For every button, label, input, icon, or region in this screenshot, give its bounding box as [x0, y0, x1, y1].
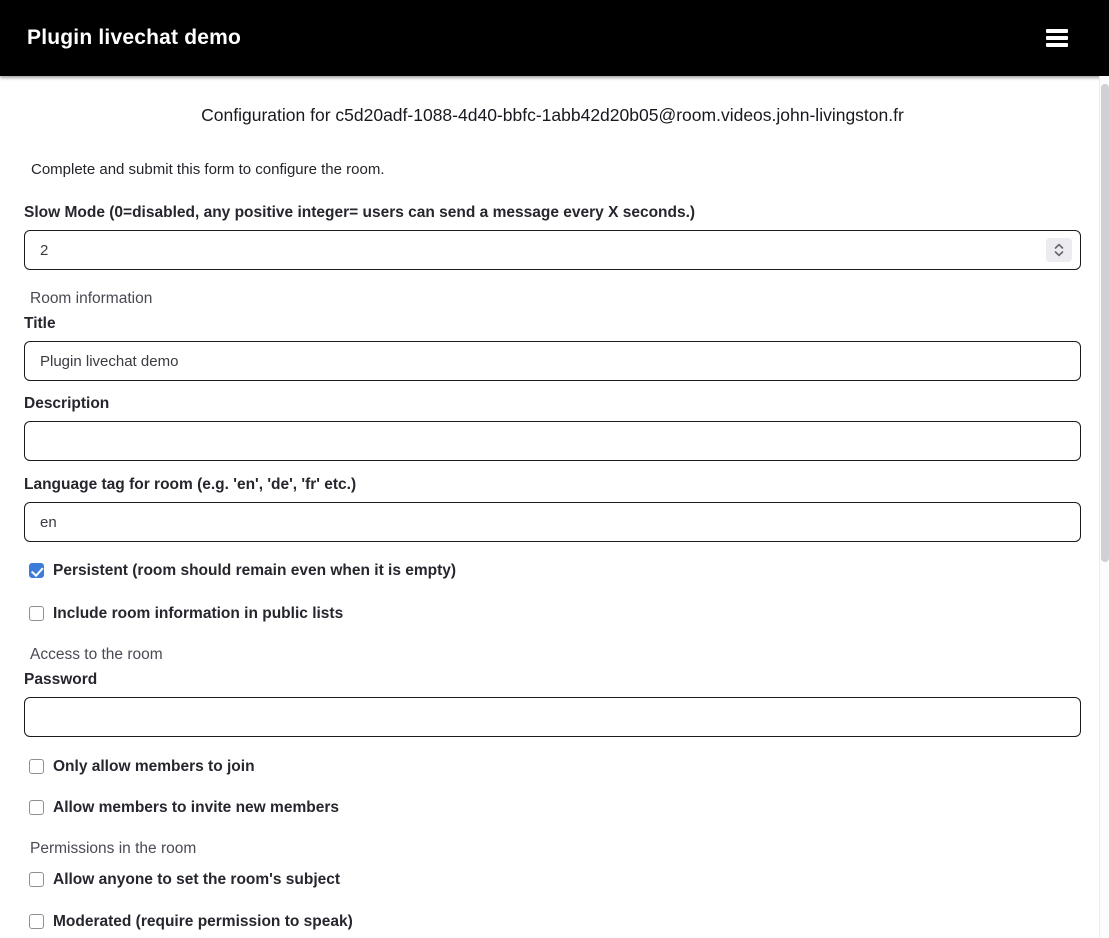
subject-checkbox[interactable]: [29, 872, 44, 887]
hamburger-icon: [1046, 36, 1068, 40]
section-legend-permissions: Permissions in the room: [30, 840, 197, 857]
slow-mode-field: [24, 230, 1081, 270]
invite-checkbox-label: Allow members to invite new members: [53, 799, 339, 816]
section-legend-access: Access to the room: [30, 646, 163, 663]
title-label: Title: [24, 315, 56, 332]
app-header: [0, 0, 1109, 76]
invite-checkbox-row: [24, 799, 1081, 816]
invite-checkbox[interactable]: [29, 800, 44, 815]
persistent-checkbox-row: [24, 562, 1081, 579]
chevron-up-down-icon: [1053, 242, 1065, 258]
description-label: Description: [24, 395, 110, 412]
room-config-page: [0, 104, 1109, 930]
hamburger-icon: [1046, 29, 1068, 33]
app-title: Plugin livechat demo: [27, 26, 242, 49]
language-input[interactable]: [24, 502, 1081, 542]
public-lists-checkbox[interactable]: [29, 606, 44, 621]
members-only-checkbox[interactable]: [29, 759, 44, 774]
menu-button[interactable]: [1037, 18, 1077, 58]
members-only-checkbox-label: Only allow members to join: [53, 758, 255, 775]
moderated-checkbox[interactable]: [29, 914, 44, 929]
title-input[interactable]: [24, 341, 1081, 381]
scrollbar[interactable]: [1099, 76, 1109, 938]
slow-mode-input[interactable]: [40, 242, 1046, 259]
members-only-checkbox-row: [24, 758, 1081, 775]
persistent-checkbox[interactable]: [29, 563, 44, 578]
description-input[interactable]: [24, 421, 1081, 461]
hamburger-icon: [1046, 43, 1068, 47]
scrollbar-thumb[interactable]: [1101, 84, 1109, 562]
public-lists-checkbox-row: [24, 605, 1081, 622]
subject-checkbox-label: Allow anyone to set the room's subject: [53, 871, 341, 888]
section-legend-room-information: Room information: [30, 290, 153, 307]
slow-mode-label: Slow Mode (0=disabled, any positive integer= users can send a message every X seconds.): [24, 204, 696, 221]
password-label: Password: [24, 671, 98, 688]
subject-checkbox-row: [24, 871, 1081, 888]
config-heading: Configuration for c5d20adf-1088-4d40-bbfc-1abb42d20b05@room.videos.john-livingston.fr: [201, 105, 904, 125]
moderated-checkbox-label: Moderated (require permission to speak): [53, 913, 353, 930]
password-input[interactable]: [24, 697, 1081, 737]
language-label: Language tag for room (e.g. 'en', 'de', 'fr' etc.): [24, 476, 357, 493]
form-instructions: Complete and submit this form to configure the room.: [31, 161, 385, 178]
number-spinner[interactable]: [1046, 238, 1072, 262]
persistent-checkbox-label: Persistent (room should remain even when it is empty): [53, 562, 457, 579]
public-lists-checkbox-label: Include room information in public lists: [53, 605, 344, 622]
moderated-checkbox-row: [24, 913, 1081, 930]
